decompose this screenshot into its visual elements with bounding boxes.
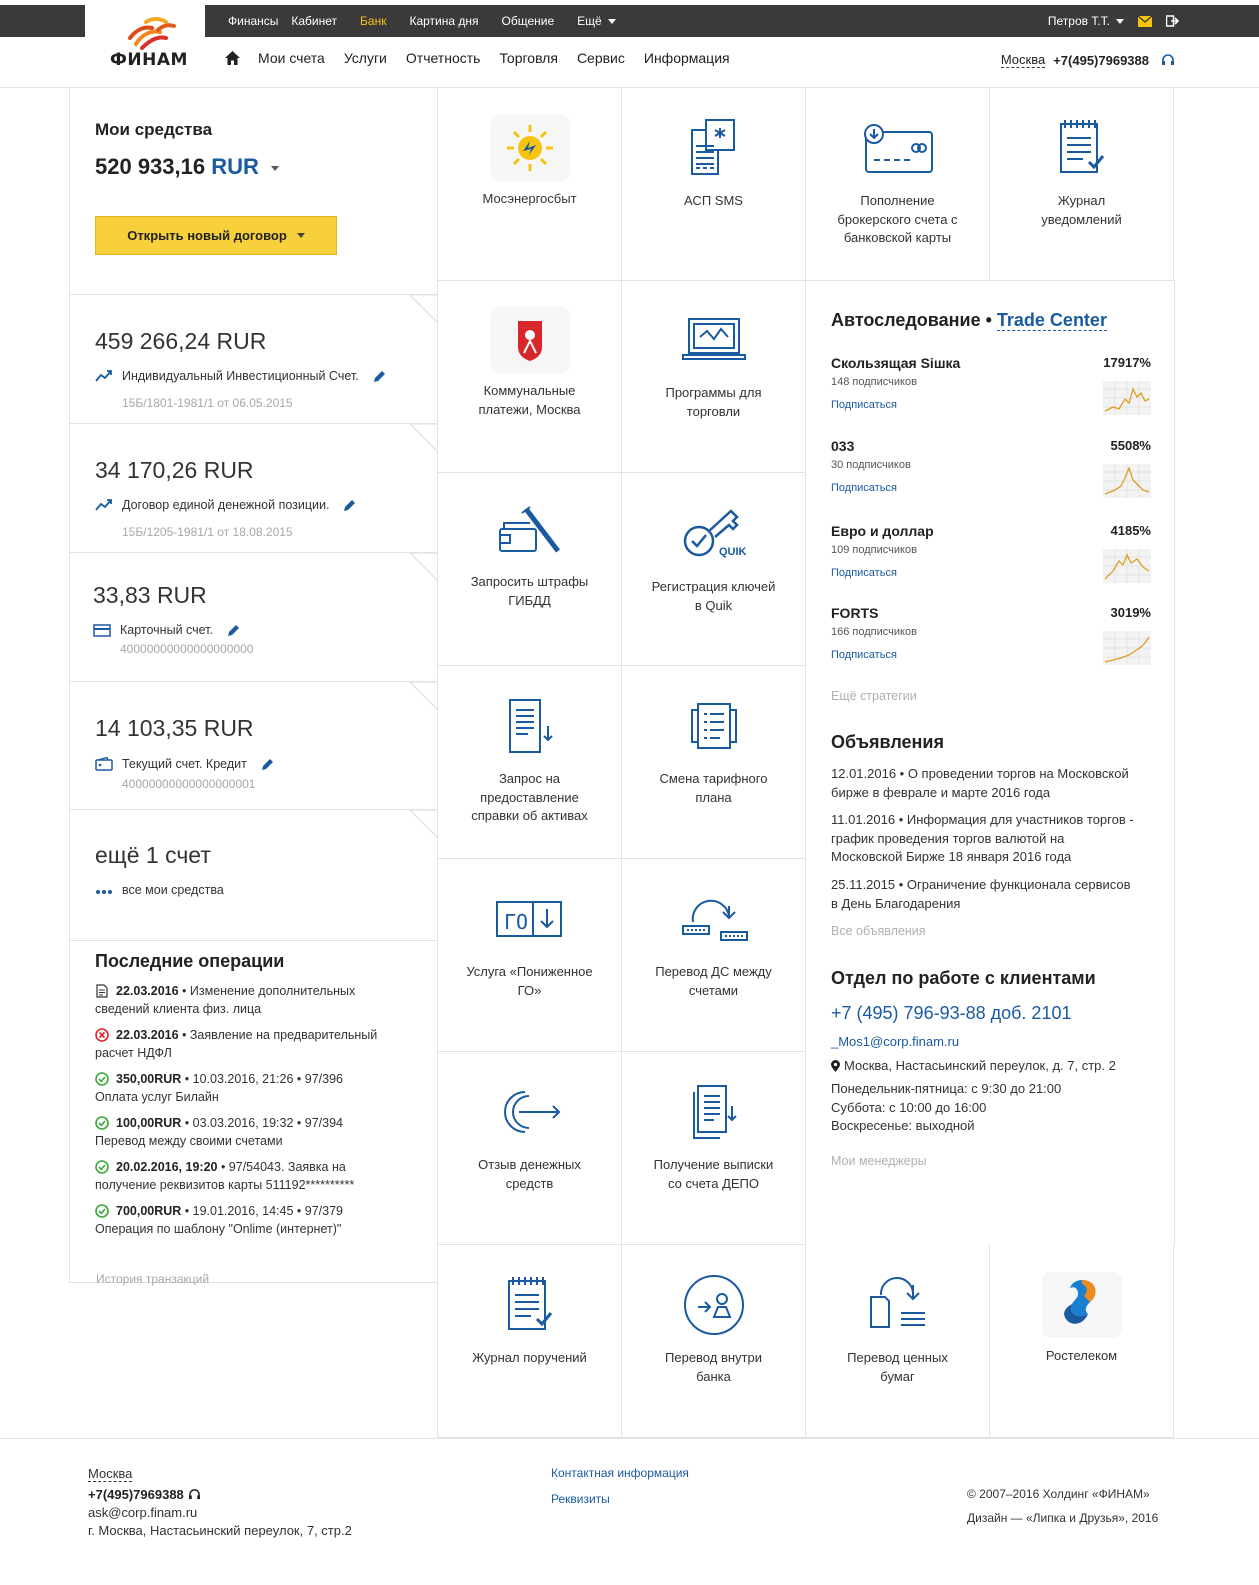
left-column bbox=[69, 88, 438, 1286]
footer-contacts bbox=[88, 1466, 352, 1538]
service-label-line: Журнал bbox=[1057, 193, 1106, 208]
footer-phone-text: +7(495)7969388 bbox=[88, 1487, 184, 1502]
subscribe-link[interactable]: Подписаться bbox=[831, 567, 897, 579]
ellipsis-icon bbox=[95, 883, 113, 897]
service-label bbox=[1002, 192, 1161, 229]
service-label-line: ГИБДД bbox=[508, 592, 551, 608]
service-orders-log[interactable] bbox=[438, 1245, 622, 1438]
footer-copyright bbox=[967, 1487, 1158, 1525]
client-dept-phone[interactable]: +7 (495) 796-93-88 доб. 2101 bbox=[831, 1003, 1072, 1023]
strategy-percent: 3019% bbox=[1110, 605, 1151, 620]
chart-up-icon bbox=[95, 498, 113, 512]
service-label-line: Запрос на bbox=[498, 771, 561, 786]
subscribe-link[interactable]: Подписаться bbox=[831, 399, 897, 411]
announcement-item[interactable] bbox=[831, 876, 1161, 913]
my-managers-link[interactable]: Мои менеджеры bbox=[831, 1154, 927, 1168]
strategy-subscribers: 109 подписчиков bbox=[831, 544, 917, 556]
announcement-line: 25.11.2015 • Ограничение функционала сервисов bbox=[831, 877, 1131, 892]
mosenergo-logo bbox=[487, 113, 573, 183]
chevron-down-icon bbox=[297, 233, 305, 238]
finam-logo-icon bbox=[122, 12, 182, 52]
strategy-sparkline bbox=[1103, 631, 1151, 665]
account-description bbox=[95, 369, 386, 383]
strategy-name: FORTS bbox=[831, 605, 879, 621]
service-reduced-go[interactable] bbox=[438, 859, 622, 1052]
service-label-line: Коммунальные bbox=[483, 383, 576, 398]
funds-total[interactable] bbox=[95, 154, 438, 180]
nav-my-accounts[interactable]: Мои счета bbox=[258, 50, 325, 66]
announcement-line: бирже в феврале и марте 2016 года bbox=[831, 784, 1051, 800]
success-icon bbox=[95, 1204, 109, 1218]
copyright-text: © 2007–2016 Холдинг «ФИНАМ» bbox=[967, 1487, 1150, 1501]
all-funds-label: все мои средства bbox=[122, 883, 224, 897]
corner-fold-icon bbox=[410, 810, 438, 838]
map-pin-icon bbox=[831, 1060, 840, 1072]
subscribe-link[interactable]: Подписаться bbox=[831, 649, 897, 661]
contact-info-link[interactable]: Контактная информация bbox=[551, 1466, 689, 1480]
bank-transfer-icon bbox=[671, 1270, 757, 1340]
operation-item[interactable] bbox=[95, 1158, 410, 1194]
hours-line: Понедельник-пятница: с 9:30 до 21:00 bbox=[831, 1081, 1062, 1096]
home-icon[interactable] bbox=[225, 51, 240, 65]
orders-log-icon bbox=[487, 1270, 573, 1340]
operation-text: • 03.03.2016, 19:32 • 97/394 bbox=[181, 1116, 343, 1130]
nav-information[interactable]: Информация bbox=[643, 50, 730, 66]
recent-operations bbox=[70, 941, 438, 1286]
my-funds bbox=[70, 88, 438, 295]
nav-service[interactable]: Сервис bbox=[576, 50, 625, 66]
logo-text: ФИНАМ bbox=[110, 50, 188, 70]
requisites-link[interactable]: Реквизиты bbox=[551, 1492, 610, 1506]
operation-date: 22.03.2016 bbox=[116, 984, 179, 998]
service-label-line: справки об активах bbox=[471, 808, 588, 823]
client-dept-hours bbox=[831, 1080, 1061, 1136]
service-label bbox=[818, 1349, 977, 1386]
service-mosenergo[interactable] bbox=[438, 88, 622, 281]
service-bank-transfer[interactable] bbox=[622, 1245, 806, 1438]
depo-statement-icon bbox=[671, 1077, 757, 1147]
service-label-line: Запросить штрафы bbox=[470, 574, 589, 589]
announcements-title: Объявления bbox=[831, 732, 944, 752]
mail-icon[interactable] bbox=[1138, 16, 1152, 27]
service-notification-log[interactable] bbox=[990, 88, 1174, 281]
service-quik-keys[interactable] bbox=[622, 473, 806, 666]
account-name: Карточный счет. bbox=[120, 623, 213, 637]
user-menu[interactable] bbox=[1048, 14, 1124, 28]
account-amount: 459 266,24 RUR bbox=[95, 328, 267, 354]
wallet-icon bbox=[95, 757, 113, 771]
account-amount: 14 103,35 RUR bbox=[95, 715, 254, 741]
go-badge: ГО bbox=[503, 910, 528, 934]
operation-text: • Заявление на предварительный bbox=[178, 1028, 378, 1042]
notification-log-icon bbox=[1039, 113, 1125, 183]
service-assets-certificate[interactable] bbox=[438, 666, 622, 859]
more-accounts-title: ещё 1 счет bbox=[95, 842, 211, 868]
success-icon bbox=[95, 1116, 109, 1130]
hours-line: Суббота: с 10:00 до 16:00 bbox=[831, 1099, 987, 1115]
top-link-more-label: Ещё bbox=[577, 14, 602, 28]
right-column bbox=[806, 280, 1175, 1245]
operation-amount: 100,00RUR bbox=[116, 1116, 182, 1130]
service-securities-transfer[interactable] bbox=[806, 1245, 990, 1438]
strategy-item[interactable] bbox=[831, 438, 1151, 494]
account-number: 40000000000000000000 bbox=[120, 642, 254, 656]
document-icon bbox=[95, 984, 109, 998]
service-label-line: Перевод ДС между bbox=[655, 964, 772, 979]
account-description bbox=[93, 623, 240, 637]
service-label bbox=[450, 963, 609, 1000]
top-link-finance[interactable]: Финансы bbox=[228, 14, 279, 28]
design-credit: Дизайн — «Липка и Друзья», 2016 bbox=[967, 1511, 1159, 1525]
edit-pencil-icon[interactable] bbox=[261, 758, 274, 771]
nav-reports[interactable]: Отчетность bbox=[405, 50, 481, 66]
service-label-line: счетами bbox=[688, 982, 739, 998]
funds-total-amount: 520 933,16 bbox=[95, 154, 206, 179]
strategy-percent: 5508% bbox=[1110, 438, 1151, 453]
wallet-baton-icon bbox=[487, 498, 573, 568]
service-label-line: платежи, Москва bbox=[478, 401, 581, 417]
operation-item[interactable] bbox=[95, 1202, 410, 1238]
strategy-item[interactable] bbox=[831, 355, 1151, 411]
service-label-line: Перевод внутри bbox=[665, 1350, 762, 1365]
client-dept-email[interactable]: _Mos1@corp.finam.ru bbox=[831, 1034, 960, 1049]
more-strategies-link[interactable]: Ещё стратегии bbox=[831, 689, 917, 703]
service-label-line: Регистрация ключей bbox=[651, 579, 776, 594]
chevron-down-icon bbox=[271, 166, 279, 171]
account-name: Договор единой денежной позиции. bbox=[122, 498, 330, 512]
securities-transfer-icon bbox=[855, 1270, 941, 1340]
account-number: 15Б/1801-1981/1 от 06.05.2015 bbox=[122, 396, 293, 410]
strategy-subscribers: 166 подписчиков bbox=[831, 626, 917, 638]
announcement-item[interactable] bbox=[831, 765, 1161, 802]
top-link-day-picture[interactable]: Картина дня bbox=[409, 14, 479, 28]
announcement-item[interactable] bbox=[831, 811, 1161, 867]
nav-trading[interactable]: Торговля bbox=[499, 50, 558, 66]
service-label-line: банка bbox=[696, 1368, 731, 1384]
my-funds-title: Мои средства bbox=[95, 120, 213, 139]
user-name: Петров Т.Т. bbox=[1047, 14, 1110, 28]
service-label: АСП SMS bbox=[684, 193, 743, 208]
service-label-line: ГО» bbox=[517, 982, 542, 998]
service-label: Ростелеком bbox=[1045, 1348, 1118, 1363]
service-replenish-card[interactable] bbox=[806, 88, 990, 281]
account-amount: 34 170,26 RUR bbox=[95, 457, 254, 483]
headset-icon[interactable] bbox=[188, 1489, 201, 1500]
quik-badge: QUIK bbox=[718, 546, 746, 558]
service-label-line: уведомлений bbox=[1041, 211, 1122, 227]
service-rostelecom[interactable] bbox=[990, 1245, 1174, 1438]
service-label-line: предоставление bbox=[480, 789, 579, 805]
account-card[interactable] bbox=[70, 553, 438, 682]
top-link-community[interactable]: Общение bbox=[501, 14, 555, 28]
sms-document-icon bbox=[671, 113, 757, 183]
strategy-sparkline bbox=[1103, 549, 1151, 583]
strategy-subscribers: 30 подписчиков bbox=[831, 459, 911, 471]
moscow-emblem-icon bbox=[487, 305, 573, 375]
footer-links bbox=[551, 1465, 689, 1506]
finam-logo[interactable] bbox=[100, 12, 190, 72]
service-label-line: Услуга «Пониженное bbox=[466, 964, 593, 979]
corner-fold-icon bbox=[410, 682, 438, 710]
service-label bbox=[634, 384, 793, 421]
nav-contacts bbox=[1001, 52, 1175, 68]
operation-item[interactable] bbox=[95, 1070, 410, 1106]
announcement-line: Московской Бирже 18 января 2016 года bbox=[831, 849, 1072, 864]
service-trading-programs[interactable] bbox=[622, 280, 806, 473]
client-dept-title: Отдел по работе с клиентами bbox=[831, 968, 1096, 988]
operation-text: • 97/54043. Заявка на bbox=[217, 1160, 346, 1174]
more-accounts[interactable] bbox=[70, 810, 438, 941]
corner-fold-icon bbox=[410, 424, 438, 452]
operation-date: 22.03.2016 bbox=[116, 1028, 179, 1042]
edit-pencil-icon[interactable] bbox=[343, 499, 356, 512]
hours-line: Воскресенье: выходной bbox=[831, 1118, 975, 1133]
service-label-line: Пополнение bbox=[860, 193, 935, 208]
service-label-line: Отзыв денежных bbox=[478, 1157, 581, 1172]
corner-fold-icon bbox=[410, 295, 438, 323]
recent-operations-title: Последние операции bbox=[95, 951, 285, 971]
open-contract-button[interactable] bbox=[95, 216, 337, 255]
service-label bbox=[634, 963, 793, 1000]
operation-detail: Оплата услуг Билайн bbox=[95, 1090, 219, 1104]
service-label bbox=[450, 770, 609, 826]
error-icon bbox=[95, 1028, 109, 1042]
success-icon bbox=[95, 1072, 109, 1086]
strategy-sparkline bbox=[1103, 381, 1151, 415]
all-announcements-link[interactable]: Все объявления bbox=[831, 924, 926, 938]
service-label-line: средств bbox=[505, 1175, 554, 1191]
laptop-icon bbox=[671, 305, 757, 375]
service-label bbox=[450, 1156, 609, 1193]
transaction-history-link[interactable]: История транзакций bbox=[96, 1272, 210, 1286]
account-name: Индивидуальный Инвестиционный Счет. bbox=[122, 369, 359, 383]
service-tariff-change[interactable] bbox=[622, 666, 806, 859]
footer-phone bbox=[88, 1487, 352, 1502]
service-label bbox=[634, 1349, 793, 1386]
service-label bbox=[634, 770, 793, 807]
service-label bbox=[634, 578, 793, 615]
service-label-line: Программы для bbox=[665, 385, 762, 400]
service-label-line: Перевод ценных bbox=[847, 1350, 948, 1365]
tariff-list-icon bbox=[671, 691, 757, 761]
service-transfer-between-accounts[interactable] bbox=[622, 859, 806, 1052]
operation-detail: сведений клиента физ. лица bbox=[95, 1002, 262, 1016]
account-card[interactable] bbox=[70, 295, 438, 424]
service-withdraw-funds[interactable] bbox=[438, 1052, 622, 1245]
top-link-cabinet[interactable]: Кабинет bbox=[291, 14, 338, 28]
footer-city[interactable]: Москва bbox=[88, 1466, 133, 1481]
success-icon bbox=[95, 1160, 109, 1174]
footer-address: г. Москва, Настасьинский переулок, 7, стр.2 bbox=[88, 1523, 352, 1538]
rostelecom-logo bbox=[1039, 1270, 1125, 1340]
service-label-line: брокерского счета с bbox=[837, 211, 958, 227]
chart-up-icon bbox=[95, 369, 113, 383]
top-link-more[interactable] bbox=[577, 14, 616, 28]
strategy-subscribers: 148 подписчиков bbox=[831, 376, 917, 388]
operation-item[interactable] bbox=[95, 1026, 410, 1062]
operation-amount: 350,00RUR bbox=[116, 1072, 182, 1086]
chevron-down-icon bbox=[608, 19, 616, 24]
operation-amount: 700,00RUR bbox=[116, 1204, 182, 1218]
strategy-sparkline bbox=[1103, 464, 1151, 498]
operation-item[interactable] bbox=[95, 982, 410, 1018]
strategy-name: 033 bbox=[831, 438, 855, 454]
edit-pencil-icon[interactable] bbox=[227, 624, 240, 637]
transfer-accounts-icon bbox=[671, 884, 757, 954]
service-label bbox=[818, 192, 977, 248]
service-label-line: бумаг bbox=[880, 1368, 915, 1384]
chevron-down-icon bbox=[1116, 19, 1124, 24]
funds-currency: RUR bbox=[211, 154, 259, 179]
service-depo-statement[interactable] bbox=[622, 1052, 806, 1245]
operation-detail: получение реквизитов карты 511192********** bbox=[95, 1178, 355, 1192]
operation-item[interactable] bbox=[95, 1114, 410, 1150]
service-label-line: в Quik bbox=[694, 597, 733, 613]
quik-key-icon bbox=[671, 498, 757, 568]
corner-fold-icon bbox=[410, 553, 438, 581]
reduced-go-icon bbox=[487, 884, 573, 954]
service-label: Журнал поручений bbox=[472, 1350, 587, 1365]
announcement-line: график проведения торгов валютой на bbox=[831, 830, 1065, 846]
operation-detail: Перевод между своими счетами bbox=[95, 1134, 283, 1148]
account-card[interactable] bbox=[70, 682, 438, 810]
service-asp-sms[interactable] bbox=[622, 88, 806, 281]
announcement-line: 12.01.2016 • О проведении торгов на Московской bbox=[831, 766, 1129, 781]
service-label-line: со счета ДЕПО bbox=[668, 1175, 759, 1191]
strategy-percent: 4185% bbox=[1110, 523, 1151, 538]
service-label bbox=[634, 1156, 793, 1193]
strategy-item[interactable] bbox=[831, 523, 1151, 579]
service-label bbox=[450, 573, 609, 610]
announcement-line: в День Благодарения bbox=[831, 895, 961, 911]
service-label bbox=[450, 382, 609, 419]
operation-text: • 10.03.2016, 21:26 • 97/396 bbox=[181, 1072, 343, 1086]
strategy-name: Евро и доллар bbox=[831, 523, 934, 539]
autofollow-title-text: Автоследование bbox=[831, 310, 981, 330]
headset-icon[interactable] bbox=[1161, 54, 1175, 66]
service-label-line: торговли bbox=[686, 403, 741, 419]
account-amount: 33,83 RUR bbox=[93, 582, 207, 608]
all-funds-link[interactable] bbox=[95, 883, 224, 897]
account-description bbox=[95, 757, 274, 771]
strategy-item[interactable] bbox=[831, 605, 1151, 661]
strategy-percent: 17917% bbox=[1103, 355, 1151, 370]
credit-card-icon bbox=[93, 623, 111, 637]
withdraw-arrow-icon bbox=[487, 1077, 573, 1147]
document-download-icon bbox=[487, 691, 573, 761]
footer-email[interactable]: ask@corp.finam.ru bbox=[88, 1505, 198, 1520]
header-phone: +7(495)7969388 bbox=[1053, 52, 1149, 68]
footer-divider bbox=[0, 1438, 1259, 1439]
strategy-name: Скользящая Sішка bbox=[831, 355, 961, 371]
card-topup-icon bbox=[855, 113, 941, 183]
top-link-bank[interactable]: Банк bbox=[360, 14, 387, 28]
service-label: Мосэнергосбыт bbox=[482, 191, 577, 206]
account-description bbox=[95, 498, 356, 512]
operation-text: • 19.01.2016, 14:45 • 97/379 bbox=[181, 1204, 343, 1218]
account-number: 15Б/1205-1981/1 от 18.08.2015 bbox=[122, 525, 293, 539]
autofollow-title: Автоследование • Trade Center bbox=[831, 310, 1107, 330]
edit-pencil-icon[interactable] bbox=[373, 370, 386, 383]
account-card[interactable] bbox=[70, 424, 438, 553]
trade-center-link[interactable]: Trade Center bbox=[996, 310, 1107, 330]
account-name: Текущий счет. Кредит bbox=[122, 757, 247, 771]
open-contract-label: Открыть новый договор bbox=[127, 228, 287, 243]
account-number: 40000000000000000001 bbox=[122, 777, 256, 791]
service-traffic-fines[interactable] bbox=[438, 473, 622, 666]
main-nav bbox=[225, 50, 749, 66]
subscribe-link[interactable]: Подписаться bbox=[831, 482, 897, 494]
operation-detail: расчет НДФЛ bbox=[95, 1046, 172, 1060]
service-communal-payments[interactable] bbox=[438, 280, 622, 473]
top-links bbox=[228, 5, 629, 37]
operation-detail: Операция по шаблону "Onlime (интернет)" bbox=[95, 1222, 342, 1236]
announcement-line: 11.01.2016 • Информация для участников торгов - bbox=[831, 812, 1134, 827]
nav-services[interactable]: Услуги bbox=[343, 50, 387, 66]
logout-icon[interactable] bbox=[1166, 15, 1179, 27]
client-dept-address bbox=[831, 1057, 1116, 1076]
service-label-line: банковской карты bbox=[843, 230, 952, 245]
client-dept-address-text: Москва, Настасьинский переулок, д. 7, стр. 2 bbox=[844, 1058, 1116, 1073]
service-label-line: Смена тарифного bbox=[659, 771, 768, 786]
operation-date: 20.02.2016, 19:20 bbox=[116, 1160, 218, 1174]
user-area bbox=[1048, 5, 1179, 37]
city-selector[interactable]: Москва bbox=[1000, 52, 1046, 67]
operation-text: • Изменение дополнительных bbox=[178, 984, 356, 998]
service-label-line: плана bbox=[695, 789, 732, 805]
service-label-line: Получение выписки bbox=[653, 1157, 774, 1172]
